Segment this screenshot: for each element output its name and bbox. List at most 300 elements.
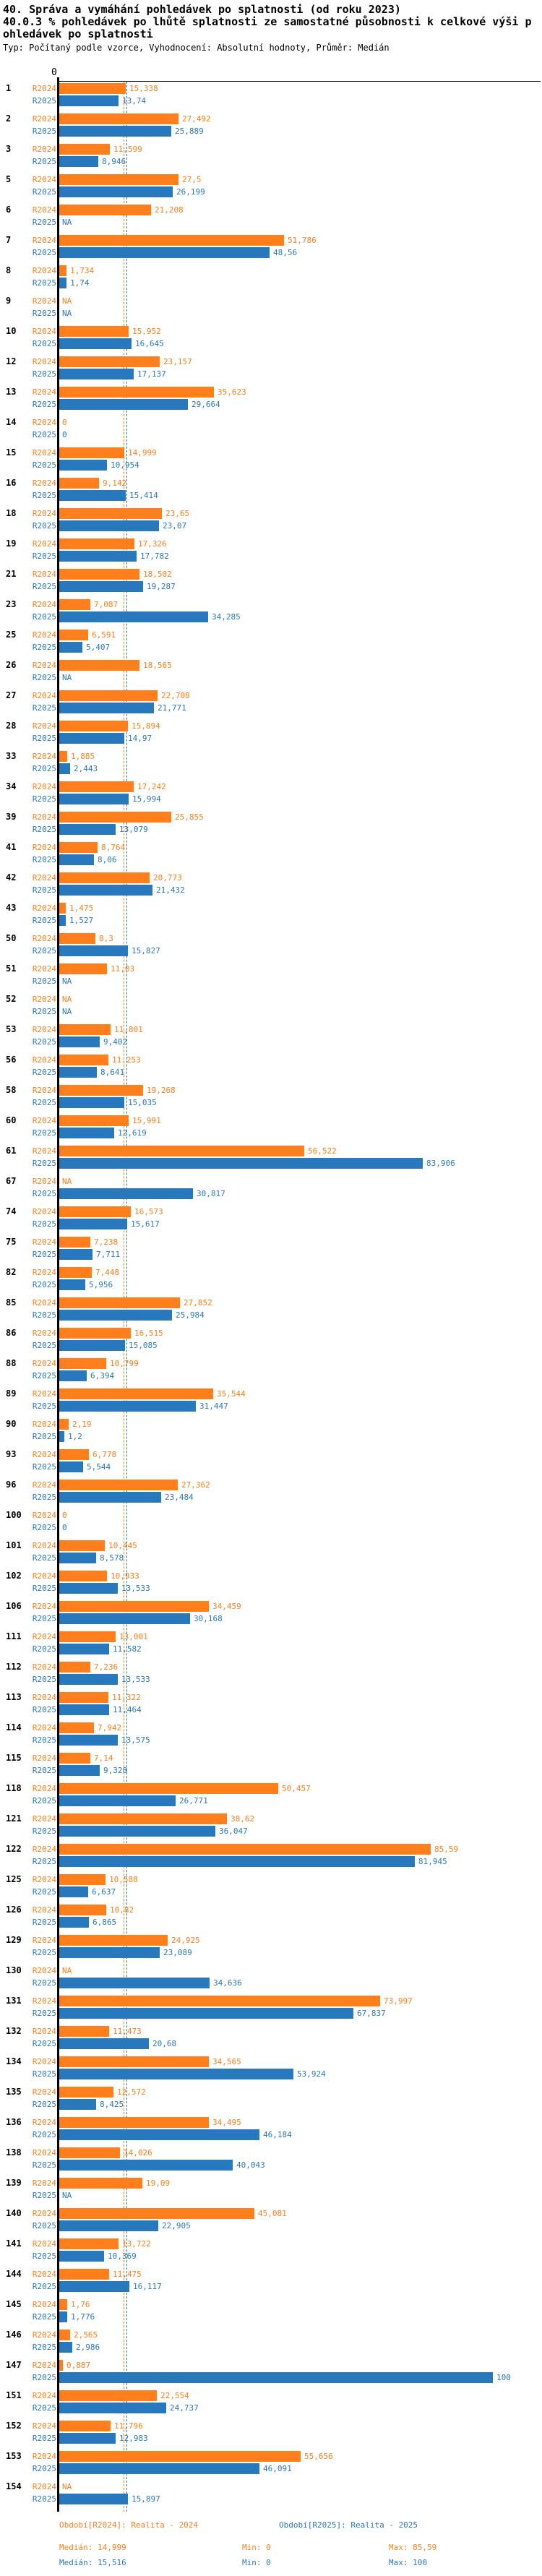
series-label-r2025: R2025 [32, 2282, 56, 2291]
bar-r2024 [59, 2208, 254, 2219]
series-label-r2024: R2024 [32, 1086, 56, 1095]
bar-value-label-r2024: 21,208 [155, 205, 184, 215]
bar-value-label-r2025: 8,946 [102, 157, 126, 166]
row-number-label: 51 [6, 963, 17, 974]
series-label-r2025: R2025 [32, 1796, 56, 1806]
bar-r2024 [59, 1328, 131, 1339]
bar-value-label-r2025: 1,74 [70, 278, 90, 288]
row-number-label: 131 [6, 1996, 22, 2006]
bar-r2024 [59, 144, 110, 155]
bar-value-label-r2024: 50,457 [282, 1784, 311, 1793]
series-label-r2024: R2024 [32, 964, 56, 974]
bar-r2024 [59, 1297, 180, 1308]
series-label-r2025: R2025 [32, 1432, 56, 1441]
series-label-r2025: R2025 [32, 2069, 56, 2079]
series-label-r2024: R2024 [32, 1207, 56, 1216]
row-number-label: 141 [6, 2238, 22, 2249]
bar-r2024 [59, 1115, 129, 1126]
row-number-label: 26 [6, 660, 17, 670]
bar-r2025 [59, 2160, 233, 2171]
series-label-r2024: R2024 [32, 873, 56, 883]
bar-value-label-r2025: 12,983 [119, 2434, 148, 2443]
bar-value-label-r2024: 23,157 [163, 357, 192, 366]
bar-r2024 [59, 387, 214, 398]
series-label-r2024: R2024 [32, 509, 56, 518]
row-number-label: 126 [6, 1905, 22, 1915]
series-label-r2024: R2024 [32, 752, 56, 761]
row-number-label: 19 [6, 538, 17, 549]
bar-value-label-r2025: 10,954 [111, 460, 139, 470]
bar-r2025 [59, 1279, 85, 1290]
bar-r2025 [59, 2372, 493, 2383]
series-label-r2024: R2024 [32, 1632, 56, 1641]
row-number-label: 121 [6, 1813, 22, 1824]
series-label-r2024: R2024 [32, 1662, 56, 1672]
series-label-r2024: R2024 [32, 114, 56, 124]
bar-value-label-r2024: 2,565 [74, 2330, 98, 2340]
series-label-r2024: R2024 [32, 2027, 56, 2036]
series-label-r2025: R2025 [32, 2343, 56, 2352]
bar-r2025 [59, 2403, 166, 2413]
bar-r2024 [59, 812, 171, 823]
bar-r2024 [59, 1905, 106, 1915]
series-label-r2025: R2025 [32, 1462, 56, 1472]
bar-r2025 [59, 1492, 161, 1503]
bar-value-label-r2025: 16,645 [135, 339, 164, 348]
bar-r2025 [59, 824, 116, 835]
bar-r2025 [59, 642, 82, 653]
row-number-label: 135 [6, 2087, 22, 2097]
series-label-r2025: R2025 [32, 521, 56, 531]
row-number-label: 75 [6, 1237, 17, 1247]
row-number-label: 5 [6, 174, 12, 184]
row-number-label: 34 [6, 781, 17, 791]
bar-r2024 [59, 1480, 178, 1490]
bar-r2024 [59, 569, 139, 580]
bar-value-label-r2025: 0 [62, 1523, 67, 1532]
bar-r2024 [59, 1024, 111, 1035]
series-label-r2024: R2024 [32, 1420, 56, 1429]
bar-r2024 [59, 2056, 209, 2067]
bar-r2024 [59, 356, 160, 367]
series-label-r2025: R2025 [32, 1705, 56, 1714]
bar-r2024 [59, 1601, 209, 1612]
row-number-label: 82 [6, 1267, 17, 1277]
series-label-r2024: R2024 [32, 478, 56, 488]
row-number-label: 152 [6, 2421, 22, 2431]
bar-r2024 [59, 1783, 278, 1794]
row-number-label: 138 [6, 2147, 22, 2158]
bar-r2025 [59, 95, 119, 106]
bar-r2025 [59, 915, 66, 926]
row-number-label: 42 [6, 872, 17, 883]
series-label-r2025: R2025 [32, 1310, 56, 1320]
series-label-r2024: R2024 [32, 1450, 56, 1459]
bar-r2024 [59, 1146, 304, 1156]
bar-value-label-r2024: 17,326 [138, 539, 167, 549]
bar-r2025 [59, 703, 154, 713]
series-label-r2025: R2025 [32, 1401, 56, 1411]
bar-value-label-r2024: 34,565 [212, 2057, 241, 2066]
bar-value-label-r2025: 21,432 [156, 885, 185, 895]
bar-value-label-r2024: 9,142 [103, 478, 127, 488]
series-label-r2025: R2025 [32, 187, 56, 197]
series-label-r2024: R2024 [32, 1875, 56, 1884]
bar-value-label-r2025: 15,414 [129, 491, 158, 500]
bar-value-label-r2024: 11,475 [113, 2270, 142, 2279]
bar-r2024 [59, 903, 66, 914]
bar-value-label-r2025: 24,737 [170, 2403, 199, 2413]
row-number-label: 140 [6, 2208, 22, 2218]
bar-value-label-r2024: 7,236 [94, 1662, 119, 1672]
series-label-r2024: R2024 [32, 782, 56, 791]
bar-r2025 [59, 2008, 353, 2019]
series-label-r2025: R2025 [32, 309, 56, 318]
series-label-r2024: R2024 [32, 1511, 56, 1520]
series-label-r2024: R2024 [32, 205, 56, 215]
bar-value-label-r2024: 0,887 [66, 2361, 91, 2370]
stat-max-r2025: Max: 100 [389, 2558, 427, 2567]
row-number-label: 53 [6, 1024, 17, 1034]
row-number-label: 21 [6, 569, 17, 579]
bar-value-label-r2024: 35,623 [218, 387, 246, 397]
series-label-r2024: R2024 [32, 2482, 56, 2491]
bar-value-label-r2025: 22,905 [162, 2221, 191, 2231]
bar-value-label-r2024: 12,572 [117, 2087, 146, 2097]
series-label-r2024: R2024 [32, 903, 56, 913]
bar-value-label-r2024: 11,599 [113, 145, 142, 154]
bar-r2024 [59, 1388, 213, 1399]
bar-value-label-r2025: NA [62, 976, 72, 986]
bar-value-label-r2025: 7,711 [96, 1250, 121, 1259]
row-number-label: 1 [6, 83, 12, 93]
bar-value-label-r2024: 2,19 [72, 1420, 92, 1429]
series-label-r2024: R2024 [32, 1116, 56, 1125]
series-label-r2025: R2025 [32, 491, 56, 500]
series-label-r2024: R2024 [32, 2421, 56, 2431]
series-label-r2025: R2025 [32, 1007, 56, 1016]
bar-value-label-r2024: NA [62, 1177, 72, 1186]
series-label-r2024: R2024 [32, 1268, 56, 1277]
series-label-r2025: R2025 [32, 2403, 56, 2413]
bar-value-label-r2024: 45,081 [258, 2209, 287, 2218]
row-number-label: 43 [6, 903, 17, 913]
series-label-r2025: R2025 [32, 157, 56, 166]
row-number-label: 89 [6, 1388, 17, 1399]
bar-r2024 [59, 326, 129, 337]
series-label-r2024: R2024 [32, 1146, 56, 1156]
bar-r2024 [59, 1662, 90, 1673]
bar-r2024 [59, 2026, 109, 2037]
bar-value-label-r2025: 30,168 [194, 1614, 223, 1623]
bar-r2024 [59, 1722, 94, 1733]
row-number-label: 52 [6, 994, 17, 1004]
series-label-r2025: R2025 [32, 2191, 56, 2200]
bar-value-label-r2025: 1,2 [68, 1432, 82, 1441]
bar-value-label-r2025: 8,425 [100, 2100, 124, 2109]
series-label-r2024: R2024 [32, 2178, 56, 2188]
bar-value-label-r2025: 100 [496, 2373, 511, 2382]
bar-r2025 [59, 1644, 109, 1654]
bar-r2024 [59, 1874, 106, 1885]
bar-value-label-r2025: 25,984 [176, 1310, 205, 1320]
row-number-label: 90 [6, 1419, 17, 1429]
bar-r2025 [59, 2494, 128, 2504]
row-number-label: 39 [6, 812, 17, 822]
bar-value-label-r2025: 25,889 [175, 126, 204, 136]
row-number-label: 56 [6, 1055, 17, 1065]
bar-value-label-r2025: 15,897 [132, 2494, 160, 2504]
bar-r2025 [59, 1583, 118, 1594]
series-label-r2024: R2024 [32, 1753, 56, 1763]
bar-value-label-r2024: 27,5 [182, 175, 202, 184]
bar-r2024 [59, 2238, 119, 2249]
bar-r2025 [59, 2129, 259, 2140]
bar-value-label-r2025: 46,091 [263, 2464, 292, 2473]
bar-value-label-r2024: 7,942 [98, 1723, 122, 1733]
series-label-r2024: R2024 [32, 1237, 56, 1247]
bar-r2024 [59, 1358, 106, 1369]
series-label-r2024: R2024 [32, 1602, 56, 1611]
series-label-r2025: R2025 [32, 430, 56, 439]
series-label-r2025: R2025 [32, 1857, 56, 1866]
row-number-label: 96 [6, 1480, 17, 1490]
bar-r2025 [59, 1704, 109, 1715]
bar-value-label-r2024: 0 [62, 1511, 67, 1520]
bar-value-label-r2024: 18,502 [143, 570, 172, 579]
bar-value-label-r2025: 23,484 [165, 1493, 194, 1502]
row-number-label: 145 [6, 2299, 22, 2309]
bar-r2025 [59, 2251, 104, 2262]
series-label-r2024: R2024 [32, 934, 56, 943]
row-number-label: 9 [6, 296, 12, 306]
bar-r2024 [59, 1055, 108, 1065]
row-number-label: 114 [6, 1722, 22, 1733]
series-label-r2024: R2024 [32, 327, 56, 336]
series-label-r2024: R2024 [32, 2148, 56, 2158]
row-number-label: 85 [6, 1297, 17, 1308]
report-title-line3: ohledávek po splatnosti [3, 27, 153, 40]
bar-value-label-r2024: 16,573 [134, 1207, 163, 1216]
bar-value-label-r2024: 73,997 [384, 1996, 413, 2006]
series-label-r2025: R2025 [32, 218, 56, 227]
bar-value-label-r2025: 6,394 [90, 1371, 115, 1381]
bar-value-label-r2024: 14,999 [128, 448, 157, 458]
bar-value-label-r2025: 14,97 [128, 734, 152, 743]
bar-r2025 [59, 854, 94, 865]
bar-r2025 [59, 1067, 97, 1078]
series-label-r2025: R2025 [32, 643, 56, 652]
series-label-r2025: R2025 [32, 734, 56, 743]
bar-value-label-r2024: 27,492 [182, 114, 211, 124]
bar-value-label-r2024: 23,65 [165, 509, 190, 518]
bar-r2025 [59, 1826, 215, 1837]
series-label-r2024: R2024 [32, 175, 56, 184]
row-number-label: 100 [6, 1510, 22, 1520]
series-label-r2024: R2024 [32, 2118, 56, 2127]
row-number-label: 130 [6, 1965, 22, 1975]
stat-max-r2024: Max: 85,59 [389, 2543, 437, 2552]
bar-r2025 [59, 490, 126, 501]
bar-value-label-r2024: 51,786 [288, 236, 317, 245]
y-axis-line [57, 77, 59, 2512]
bar-r2025 [59, 2311, 67, 2322]
bar-value-label-r2024: 0 [62, 418, 67, 427]
series-label-r2025: R2025 [32, 2434, 56, 2443]
bar-value-label-r2024: 6,591 [92, 630, 116, 640]
series-label-r2025: R2025 [32, 673, 56, 682]
bar-value-label-r2025: 30,817 [197, 1189, 225, 1198]
bar-r2024 [59, 1844, 431, 1855]
series-label-r2025: R2025 [32, 1159, 56, 1168]
bar-value-label-r2024: 17,242 [137, 782, 166, 791]
series-label-r2024: R2024 [32, 1571, 56, 1581]
row-number-label: 101 [6, 1540, 22, 1550]
bar-r2025 [59, 1917, 89, 1928]
bar-value-label-r2025: 36,047 [219, 1826, 248, 1836]
row-number-label: 154 [6, 2481, 22, 2491]
bar-value-label-r2024: 7,448 [95, 1268, 120, 1277]
bar-value-label-r2024: 1,885 [71, 752, 95, 761]
bar-value-label-r2024: 16,515 [134, 1328, 163, 1338]
series-label-r2024: R2024 [32, 1936, 56, 1945]
bar-r2024 [59, 1813, 227, 1824]
bar-r2025 [59, 2099, 96, 2110]
bar-value-label-r2024: 10,82 [110, 1905, 134, 1915]
bar-r2024 [59, 2330, 70, 2340]
row-number-label: 67 [6, 1176, 17, 1186]
bar-r2025 [59, 126, 171, 137]
series-label-r2024: R2024 [32, 570, 56, 579]
bar-r2025 [59, 1036, 100, 1047]
bar-value-label-r2024: 22,554 [160, 2391, 189, 2400]
bar-r2024 [59, 1267, 92, 1278]
row-number-label: 3 [6, 144, 12, 154]
bar-r2024 [59, 2147, 120, 2158]
bar-value-label-r2024: 11,03 [111, 964, 135, 974]
bar-value-label-r2024: 22,708 [161, 691, 190, 700]
row-number-label: 25 [6, 630, 17, 640]
bar-value-label-r2025: 83,906 [426, 1159, 455, 1168]
bar-value-label-r2024: 1,475 [69, 903, 94, 913]
row-number-label: 15 [6, 447, 17, 458]
series-label-r2024: R2024 [32, 84, 56, 93]
bar-r2024 [59, 1540, 105, 1551]
series-label-r2025: R2025 [32, 1887, 56, 1897]
bar-value-label-r2025: 6,637 [92, 1887, 116, 1897]
bar-r2024 [59, 2299, 67, 2310]
bar-r2025 [59, 2281, 129, 2292]
bar-r2025 [59, 611, 208, 622]
row-number-label: 27 [6, 690, 17, 700]
bar-value-label-r2024: 10,933 [111, 1571, 139, 1581]
bar-value-label-r2025: 5,544 [87, 1462, 111, 1472]
row-number-label: 139 [6, 2178, 22, 2188]
row-number-label: 134 [6, 2056, 22, 2066]
bar-value-label-r2024: 13,722 [122, 2239, 151, 2249]
bar-r2025 [59, 1886, 88, 1897]
series-label-r2025: R2025 [32, 1523, 56, 1532]
bar-r2025 [59, 1978, 210, 1988]
bar-value-label-r2025: 1,527 [69, 916, 94, 925]
series-label-r2024: R2024 [32, 2330, 56, 2340]
bar-r2025 [59, 1128, 114, 1138]
bar-value-label-r2024: 55,656 [304, 2452, 333, 2461]
bar-r2025 [59, 1461, 83, 1472]
series-label-r2025: R2025 [32, 1614, 56, 1623]
bar-r2024 [59, 2178, 142, 2189]
series-label-r2024: R2024 [32, 145, 56, 154]
bar-r2025 [59, 1097, 124, 1108]
bar-r2025 [59, 2220, 158, 2231]
row-number-label: 33 [6, 751, 17, 761]
bar-value-label-r2025: 2,986 [76, 2343, 100, 2352]
bar-r2025 [59, 156, 98, 167]
bar-r2024 [59, 872, 150, 883]
bar-r2025 [59, 520, 159, 531]
series-label-r2024: R2024 [32, 539, 56, 549]
series-label-r2025: R2025 [32, 2100, 56, 2109]
row-number-label: 125 [6, 1874, 22, 1884]
row-number-label: 50 [6, 933, 17, 943]
bar-r2025 [59, 1158, 423, 1169]
row-number-label: 16 [6, 478, 17, 488]
series-label-r2025: R2025 [32, 2130, 56, 2139]
bar-r2024 [59, 1692, 108, 1703]
bar-r2025 [59, 1340, 125, 1351]
series-label-r2025: R2025 [32, 946, 56, 956]
bar-value-label-r2024: 15,894 [132, 721, 160, 731]
series-label-r2024: R2024 [32, 1328, 56, 1338]
bar-r2024 [59, 2421, 111, 2431]
row-number-label: 28 [6, 721, 17, 731]
bar-value-label-r2024: 20,773 [153, 873, 182, 883]
series-label-r2025: R2025 [32, 976, 56, 986]
series-label-r2025: R2025 [32, 825, 56, 834]
bar-value-label-r2024: 85,59 [434, 1845, 459, 1854]
bar-value-label-r2025: 1,776 [71, 2312, 95, 2322]
bar-value-label-r2025: 13,533 [121, 1584, 150, 1593]
bar-r2024 [59, 508, 162, 519]
row-number-label: 8 [6, 265, 12, 275]
row-number-label: 6 [6, 205, 12, 215]
bar-value-label-r2025: 26,199 [176, 187, 205, 197]
bar-r2025 [59, 1674, 118, 1685]
report-subtitle: Typ: Počítaný podle vzorce, Vyhodnocení: Absolutní hodnoty, Průměr: Medián [3, 43, 390, 53]
series-label-r2024: R2024 [32, 630, 56, 640]
bar-r2024 [59, 721, 128, 731]
bar-value-label-r2024: 15,952 [132, 327, 161, 336]
bar-value-label-r2025: 0 [62, 430, 67, 439]
bar-r2024 [59, 2269, 109, 2280]
bar-r2024 [59, 842, 98, 853]
bar-value-label-r2024: 24,925 [171, 1936, 200, 1945]
stat-median-r2024: Medián: 14,999 [59, 2543, 126, 2552]
bar-value-label-r2025: NA [62, 218, 72, 227]
series-label-r2024: R2024 [32, 2239, 56, 2249]
series-label-r2024: R2024 [32, 661, 56, 670]
series-label-r2024: R2024 [32, 843, 56, 852]
bar-r2024 [59, 1237, 90, 1248]
bar-value-label-r2024: 10,445 [108, 1541, 137, 1550]
bar-value-label-r2024: 8,3 [99, 934, 113, 943]
bar-value-label-r2025: 5,956 [89, 1280, 113, 1289]
row-number-label: 58 [6, 1085, 17, 1095]
bar-r2025 [59, 551, 137, 562]
bar-r2024 [59, 2451, 301, 2462]
bar-value-label-r2025: 12,619 [118, 1128, 147, 1138]
bar-value-label-r2024: 19,09 [146, 2178, 171, 2188]
